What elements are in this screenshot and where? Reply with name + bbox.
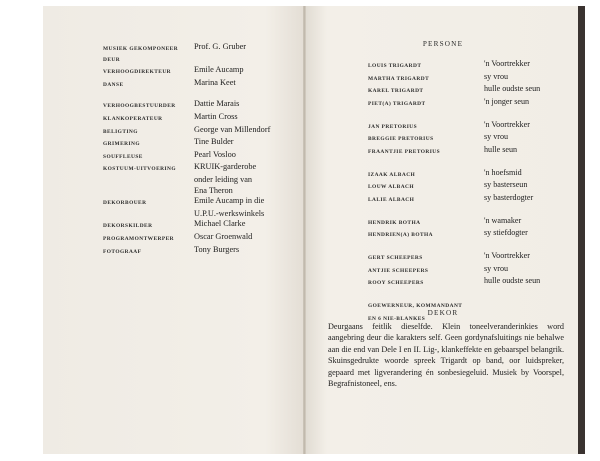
credit-role: VERHOOGDIREKTEUR [103,69,172,76]
credit-role: FOTOGRAAF [103,248,142,255]
credit-row [103,112,304,125]
credit-spacer [103,90,304,99]
credit-name: Emile Aucamp in die [194,196,265,206]
cast-row [368,84,600,97]
cast-spacer [368,241,600,252]
credit-role: MUSIEK GEKOMPONEER DEUR [103,46,179,63]
character-name: LALIE ALBACH [368,196,415,203]
cast-spacer [368,289,600,300]
credit-name: Martin Cross [194,111,238,121]
cast-row [368,72,600,85]
character-name: JAN PRETORIUS [368,123,418,130]
credit-name: Tine Bulder [194,137,234,147]
credit-row [103,175,304,186]
credit-role: GRIMERING [103,141,140,148]
character-description: 'n wamaker [484,215,522,225]
credit-row [103,245,304,258]
character-name: KAREL TRIGARDT [368,88,424,94]
credit-name: George van Millendorf [194,124,271,134]
credit-role: VERHOOGBESTUURDER [103,103,176,110]
cast-row [368,264,600,277]
character-description: 'n Voortrekker [484,59,530,68]
cast-row [368,193,600,206]
character-description: 'n hoefsmid [484,167,522,177]
character-description: sy basterseun [484,180,528,189]
character-description: sy vrou [484,132,509,141]
credit-name: KRUIK-garderobe [194,162,257,172]
credit-row [103,150,304,163]
character-name: IZAAK ALBACH [368,171,416,178]
credit-role [103,209,194,220]
character-name: ROOY SCHEEPERS [368,280,424,286]
credit-role [103,186,194,197]
credit-role: PROGRAMONTWERPER [103,235,174,242]
credit-row [103,209,304,220]
character-name: MARTHA TRIGARDT [368,75,430,82]
character-description: sy stiefdogter [484,228,528,237]
character-name: HENDRIEN(A) BOTHA [368,232,434,238]
credit-role: KOSTUUM-UITVOERING [103,166,176,173]
credit-row [103,162,304,175]
credit-role: DEKORBOUER [103,200,147,207]
cast-row [368,120,600,133]
credit-row [103,137,304,150]
character-description: sy vrou [484,71,509,81]
character-description: hulle seun [484,144,518,154]
character-name: BREGGIE PRETORIUS [368,136,434,142]
character-name: GERT SCHEEPERS [368,255,423,261]
cast-row [368,145,600,158]
credit-name: Marina Keet [194,77,236,87]
character-name: HENDRIK BOTHA [368,219,421,226]
character-name: ANTJIE SCHEEPERS [368,267,429,274]
credit-row [103,125,304,138]
cast-spacer [368,157,600,168]
dekor-paragraph: Deurgaans feitlik dieselfde. Klein toneelveranderinkies word aangebring deur die karakters self. Geen gordynafsluitings nie behalwe aan die end van Dele I en II. Lig-, klankeffekte en gebaarspel belangrik. Skuinsgedrukte woorde spreek Trigardt op band, oor luidspreker, gepaard met ligverandering én sonbesiegeluid. Musiek by Voorspel, Begrafnistoneel, ens. [328,322,564,389]
cast-row [368,168,600,181]
credit-role: DEKORSKILDER [103,223,153,230]
character-description: hulle oudste seun [484,84,541,93]
credit-row [103,219,304,232]
credit-role: KLANKOPERATEUR [103,115,163,122]
character-description: 'n jonger seun [484,96,530,106]
credit-name: onder leiding van [194,174,253,184]
cast-spacer [368,205,600,216]
cast-row [368,97,600,110]
cast-spacer [368,109,600,120]
cast-row [368,228,600,241]
character-description: 'n Voortrekker [484,119,530,129]
credit-row [103,99,304,112]
credit-role: DANSE [103,81,124,88]
persone-heading: PERSONE [422,40,464,48]
extras-line: GOEWERNEUR, KOMMANDANT [368,303,463,309]
character-description: sy basterdogter [484,192,534,202]
credit-name: Ena Theron [194,185,233,195]
cast-row [368,251,600,264]
credit-name: U.P.U.-werkswinkels [194,208,265,218]
credit-name: Oscar Groenwald [194,231,253,241]
credit-row [103,186,304,197]
credit-name: Tony Burgers [194,244,240,254]
dekor-heading: DEKOR [427,309,459,317]
credit-name: Prof. G. Gruber [194,42,247,51]
credit-role [103,175,194,186]
credit-row [103,232,304,245]
credit-role: SOUFFLEUSE [103,153,143,160]
character-description: sy vrou [484,263,509,273]
credit-row [103,42,304,65]
extras-line: EN 6 NIE-BLANKES [368,315,426,322]
character-description: hulle oudste seun [484,276,541,285]
cast-row [368,132,600,145]
character-name: FRAANTJIE PRETORIUS [368,148,441,155]
credit-row [103,78,304,91]
credit-name: Dattie Marais [194,99,240,109]
credit-row [103,65,304,78]
credit-role: BELIGTING [103,128,138,135]
cast-row [368,180,600,193]
character-name: LOUW ALBACH [368,184,415,190]
cast-list [368,59,600,324]
credit-row [103,196,304,209]
credits-list [103,42,304,257]
cast-row [368,276,600,289]
credit-name: Michael Clarke [194,219,246,229]
character-name: PIET(A) TRIGARDT [368,100,426,107]
credit-name: Pearl Vosloo [194,149,236,159]
character-name: LOUIS TRIGARDT [368,63,422,69]
cast-row [368,216,600,229]
cast-row [368,59,600,72]
credit-name: Emile Aucamp [194,65,244,75]
character-description: 'n Voortrekker [484,251,530,260]
